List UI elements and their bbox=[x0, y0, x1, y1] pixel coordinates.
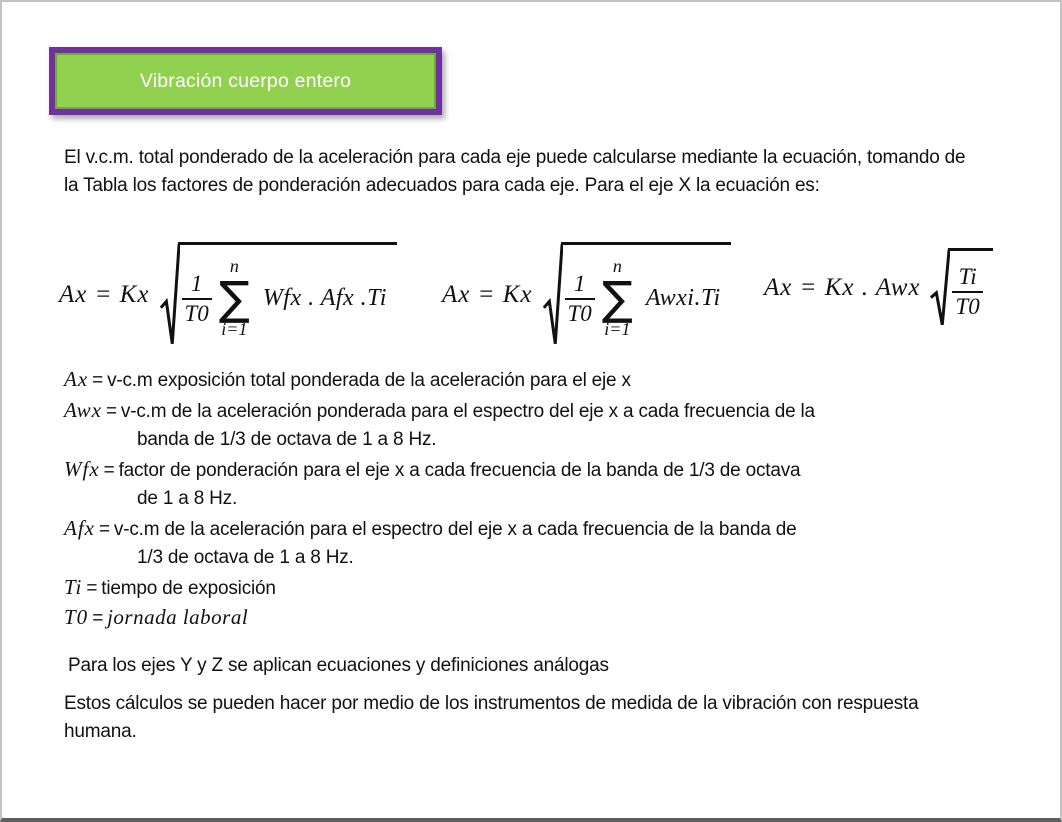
radical-sign-icon bbox=[543, 242, 563, 348]
axes-note-paragraph: Para los ejes Y y Z se aplican ecuaciones y definiciones análogas bbox=[68, 655, 609, 676]
definition-continuation: de 1 a 8 Hz. bbox=[137, 488, 238, 509]
definition-text: jornada laboral bbox=[107, 605, 249, 629]
fraction-numerator: 1 bbox=[190, 270, 203, 296]
sum-upper-limit: n bbox=[612, 255, 622, 276]
equation-terms: Wfx . Afx .Ti bbox=[262, 285, 387, 311]
fraction-denominator: T0 bbox=[952, 291, 982, 321]
definition-row-wfx bbox=[64, 455, 1024, 514]
definition-term: Wfx bbox=[64, 456, 100, 481]
definition-text: v-c.m exposición total ponderada de la aceleración para el eje x bbox=[107, 370, 631, 391]
definition-term: Ti bbox=[64, 574, 83, 599]
definition-term: T0 bbox=[64, 605, 89, 629]
definition-text: v-c.m de la aceleración para el espectro del eje x a cada frecuencia de la banda de bbox=[113, 518, 797, 540]
radicand bbox=[178, 242, 397, 348]
fraction bbox=[182, 270, 212, 327]
intro-paragraph: El v.c.m. total ponderado de la aceleración para cada eje puede calcularse mediante la ecuación, tomando de la Tabla los factores de ponderación adecuados para cada eje. Para el eje X la ecuación es: bbox=[64, 147, 966, 196]
radical bbox=[160, 242, 397, 348]
definition-text: v-c.m de la aceleración ponderada para el espectro del eje x a cada frecuencia de la bbox=[120, 400, 815, 422]
equation-weighted-sum-wfx bbox=[59, 242, 397, 348]
fraction bbox=[952, 263, 982, 320]
definition-continuation: 1/3 de octava de 1 a 8 Hz. bbox=[137, 547, 354, 568]
equation-lhs: Ax = Kx bbox=[442, 281, 533, 308]
definitions-list bbox=[64, 365, 1024, 634]
equals-sign: = bbox=[106, 400, 117, 422]
equation-weighted-sum-awxi bbox=[442, 242, 731, 348]
equation-lhs: Ax = Kx . Awx bbox=[764, 274, 921, 301]
definition-term: Ax bbox=[64, 367, 89, 391]
summation bbox=[602, 257, 633, 340]
definition-row-t0 bbox=[64, 603, 1024, 634]
fraction bbox=[565, 270, 595, 327]
sigma-icon: ∑ bbox=[601, 270, 633, 325]
closing-paragraph: Estos cálculos se pueden hacer por medio de los instrumentos de medida de la vibración con respuesta humana. bbox=[64, 693, 919, 742]
definition-row-awx bbox=[64, 396, 1024, 455]
equation-ratio-ti-t0 bbox=[764, 248, 993, 328]
equals-sign: = bbox=[86, 577, 98, 599]
sigma-icon: ∑ bbox=[218, 270, 250, 325]
definition-row-ti bbox=[64, 573, 1024, 604]
fraction-numerator: Ti bbox=[958, 263, 977, 289]
radicand bbox=[561, 242, 731, 348]
definition-continuation: banda de 1/3 de octava de 1 a 8 Hz. bbox=[137, 429, 437, 450]
sum-upper-limit: n bbox=[229, 255, 239, 276]
equation-lhs: Ax = Kx bbox=[59, 281, 150, 308]
title-box bbox=[49, 47, 442, 115]
summation bbox=[219, 257, 250, 340]
fraction-numerator: 1 bbox=[573, 270, 586, 296]
definition-term: Awx bbox=[64, 397, 102, 422]
equals-sign: = bbox=[98, 518, 110, 540]
radicand bbox=[948, 248, 992, 328]
page-title: Vibración cuerpo entero bbox=[139, 69, 352, 92]
definition-row-afx bbox=[64, 514, 1024, 573]
definition-text: tiempo de exposición bbox=[101, 577, 276, 599]
radical bbox=[930, 248, 992, 328]
equals-sign: = bbox=[92, 608, 104, 629]
sum-lower-limit: i=1 bbox=[221, 319, 248, 340]
radical bbox=[543, 242, 731, 348]
radical-sign-icon bbox=[930, 248, 950, 328]
equals-sign: = bbox=[92, 370, 104, 391]
sum-lower-limit: i=1 bbox=[604, 319, 631, 340]
fraction-denominator: T0 bbox=[182, 298, 212, 328]
definition-text: factor de ponderación para el eje x a cada frecuencia de la banda de 1/3 de octava bbox=[118, 459, 801, 481]
equation-terms: Awxi.Ti bbox=[645, 285, 721, 311]
equals-sign: = bbox=[103, 459, 115, 481]
fraction-denominator: T0 bbox=[565, 298, 595, 328]
definition-term: Afx bbox=[64, 515, 95, 540]
radical-sign-icon bbox=[160, 242, 180, 348]
definition-row-ax bbox=[64, 365, 1024, 396]
